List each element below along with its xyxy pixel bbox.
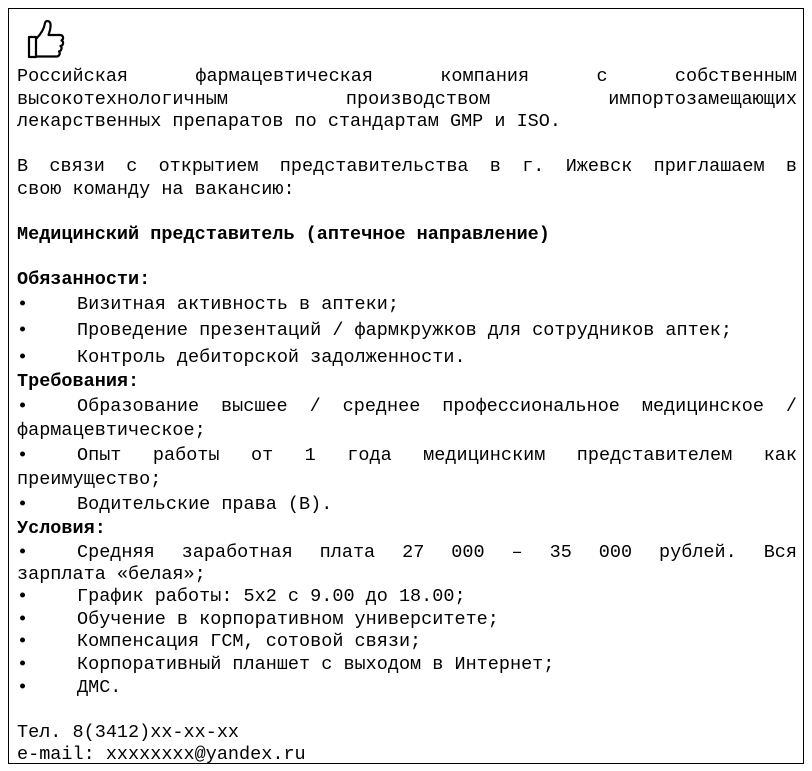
- list-item-continuation: зарплата «белая»;: [17, 563, 206, 585]
- contact-email: e-mail: хххххххх@yandex.ru: [17, 744, 306, 766]
- bullet-icon: •: [17, 493, 29, 515]
- list-item: • Водительские права (B).: [17, 492, 797, 518]
- list-item: • Компенсация ГСМ, сотовой связи;: [17, 631, 422, 653]
- list-item-continuation: преимущество;: [17, 469, 162, 491]
- list-item: • График работы: 5х2 с 9.00 до 18.00;: [17, 586, 466, 608]
- invite-line: свою команду на вакансию:: [17, 178, 295, 200]
- list-item: • Средняя заработная плата 27 000 – 35 000 рублей. Вся: [17, 541, 797, 563]
- thumbs-up-icon: [26, 18, 66, 60]
- bullet-icon: •: [17, 320, 29, 342]
- list-item: • Контроль дебиторской задолженности.: [17, 345, 797, 371]
- list-item: • Образование высшее / среднее профессиональное медицинское /: [17, 394, 797, 420]
- vacancy-document: [8, 8, 804, 764]
- bullet-icon: •: [17, 395, 29, 417]
- vacancy-title: Медицинский представитель (аптечное направление): [17, 224, 550, 246]
- intro-line: Российская фармацевтическая компания с собственным: [17, 66, 797, 87]
- duties-heading: Обязанности:: [17, 269, 151, 291]
- list-item: • Опыт работы от 1 года медицинским представителем как: [17, 443, 797, 469]
- bullet-icon: •: [17, 608, 29, 630]
- bullet-icon: •: [17, 346, 29, 368]
- bullet-icon: •: [17, 631, 29, 653]
- requirements-heading: Требования:: [17, 371, 140, 393]
- list-item: • ДМС.: [17, 676, 122, 698]
- bullet-icon: •: [17, 444, 29, 466]
- list-item: • Обучение в корпоративном университете;: [17, 608, 499, 630]
- bullet-icon: •: [17, 541, 29, 563]
- intro-line: высокотехнологичным производством импортозамещающих: [17, 88, 797, 110]
- invite-line: В связи с открытием представительства в г. Ижевск приглашаем в: [17, 156, 797, 178]
- intro-line: лекарственных препаратов по стандартам GMP и ISO.: [17, 111, 561, 133]
- bullet-icon: •: [17, 676, 29, 698]
- contact-phone: Тел. 8(3412)хх-хх-хх: [17, 721, 240, 743]
- list-item: • Корпоративный планшет с выходом в Интернет;: [17, 654, 555, 676]
- list-item: • Визитная активность в аптеки;: [17, 292, 797, 318]
- bullet-icon: •: [17, 293, 29, 315]
- list-item: • Проведение презентаций / фармкружков для сотрудников аптек;: [17, 318, 797, 344]
- list-item-continuation: фармацевтическое;: [17, 420, 206, 442]
- bullet-icon: •: [17, 586, 29, 608]
- conditions-heading: Условия:: [17, 518, 106, 540]
- bullet-icon: •: [17, 654, 29, 676]
